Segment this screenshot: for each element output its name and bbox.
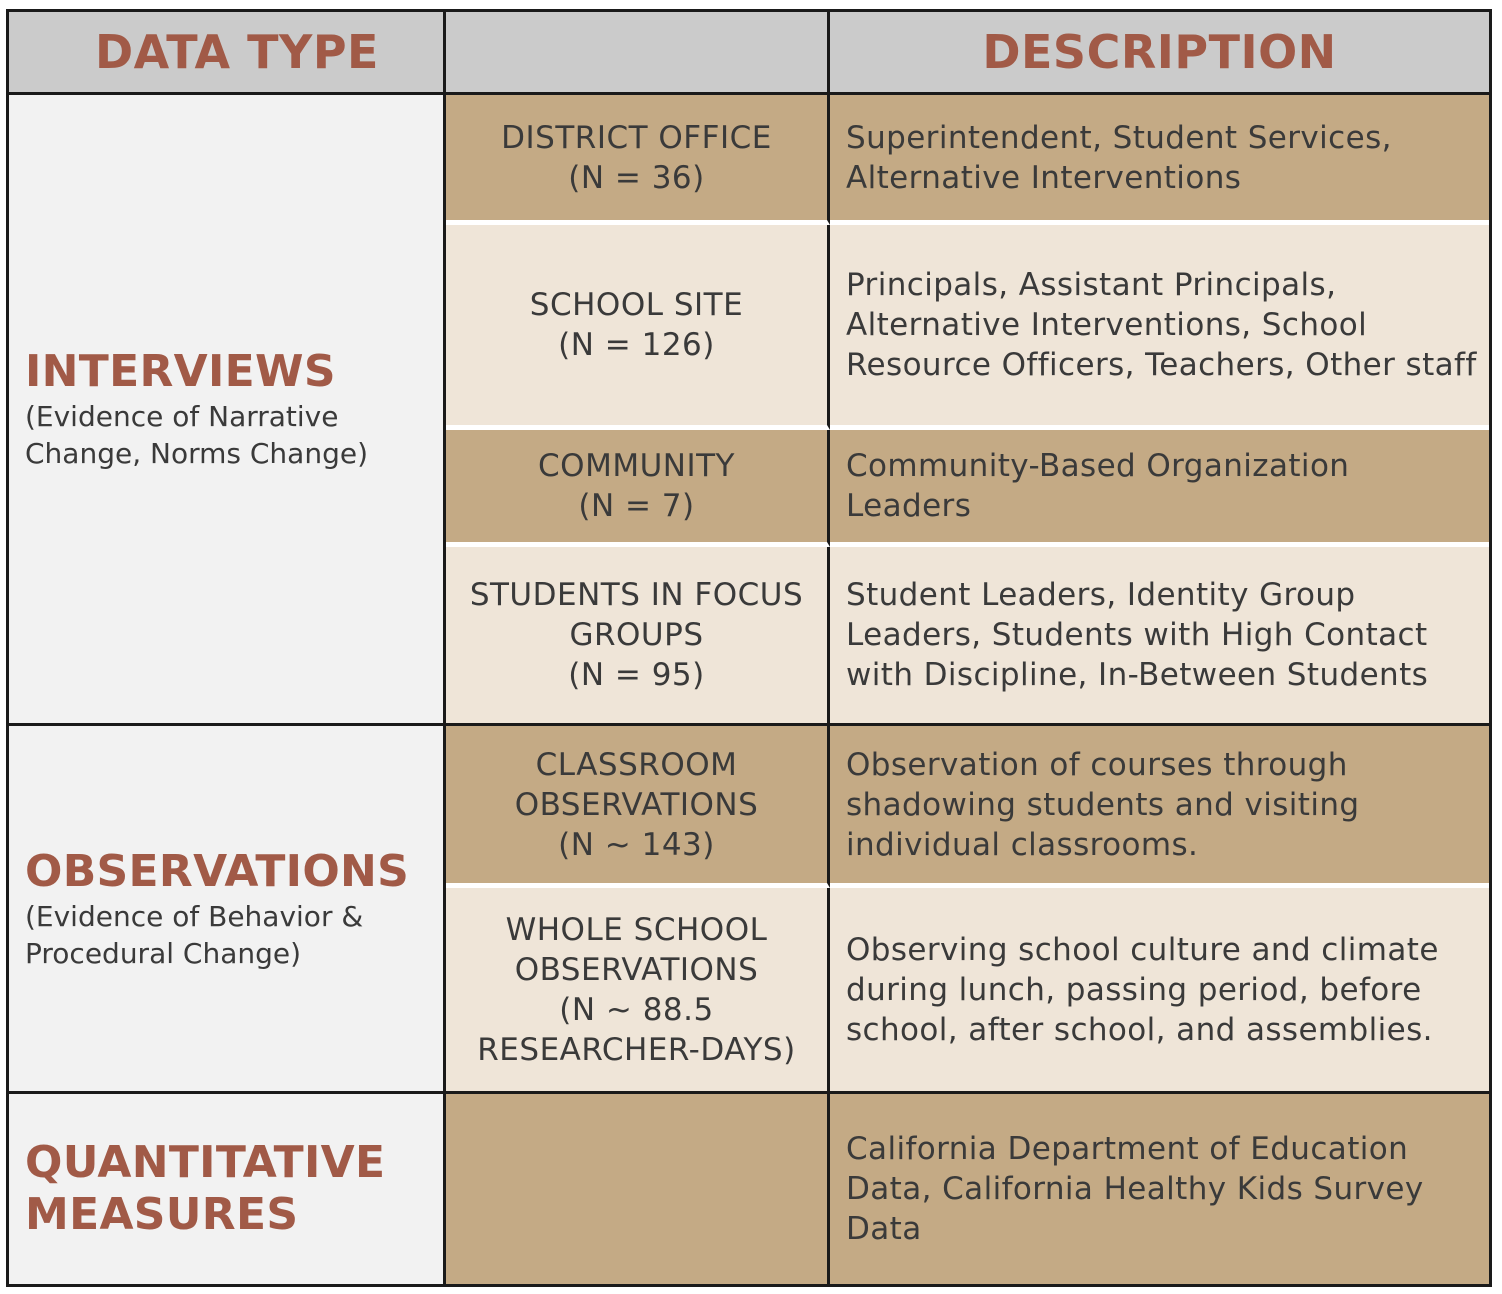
category-count: (N ~ 143) [558,826,715,863]
description-line: Principals, Assistant Principals, [846,267,1337,303]
row-classroom-observations-description [830,726,1489,888]
group-observations-subtitle-1: (Evidence of Behavior & [25,899,364,933]
header-data-type-label: DATA TYPE [95,25,379,79]
group-quantitative [9,1094,446,1284]
header-middle [446,12,830,95]
row-students-description [830,547,1489,726]
category-line: OBSERVATIONS [514,951,759,988]
category-line: OBSERVATIONS [514,786,759,823]
row-school-site-description [830,225,1489,430]
category-line: CLASSROOM [535,746,738,783]
description-line: shadowing students and visiting [846,786,1360,823]
row-quantitative-description [830,1094,1489,1284]
category-line: STUDENTS IN FOCUS [469,577,804,613]
row-community-description [830,430,1489,547]
row-classroom-observations-category [446,726,830,888]
header-description [830,12,1489,95]
header-data-type [9,12,446,95]
description-line: California Department of Education [846,1131,1409,1167]
data-types-table [6,9,1492,1287]
description-line: Community-Based Organization Leaders [846,448,1350,524]
description-line: school, after school, and assemblies. [846,1011,1433,1048]
description-line: Superintendent, Student Services, [846,119,1392,156]
group-interviews-title: INTERVIEWS [25,346,336,397]
description-line: Data, California Healthy Kids Survey [846,1171,1424,1207]
category-line: RESEARCHER-DAYS) [477,1031,796,1068]
header-description-label: DESCRIPTION [982,25,1337,79]
row-quantitative-category [446,1094,830,1284]
category-count: (N = 7) [578,488,695,524]
row-community-category [446,430,830,547]
description-line: during lunch, passing period, before [846,971,1422,1008]
description-line: Alternative Interventions [846,159,1242,196]
category-line: COMMUNITY [538,448,735,484]
group-observations-title: OBSERVATIONS [25,845,410,897]
group-interviews-subtitle-2: Change, Norms Change) [25,437,368,470]
group-interviews [9,95,446,726]
category-line: DISTRICT OFFICE [501,119,772,156]
category-count: (N ~ 88.5 [559,991,714,1028]
description-line: with Discipline, In-Between Students [846,657,1429,693]
row-district-office-description [830,95,1489,225]
row-students-category [446,547,830,726]
group-quantitative-title-1: QUANTITATIVE [25,1137,386,1188]
group-interviews-subtitle-1: (Evidence of Narrative [25,400,339,433]
description-line: Observing school culture and climate [846,931,1439,968]
description-line: Alternative Interventions, School [846,307,1368,343]
group-observations [9,726,446,1094]
row-school-site-category [446,225,830,430]
description-line: Observation of courses through [846,746,1348,783]
row-district-office-category [446,95,830,225]
group-quantitative-title-2: MEASURES [25,1189,299,1240]
category-count: (N = 36) [568,159,705,196]
category-line: SCHOOL SITE [529,287,744,323]
category-line: GROUPS [569,617,704,653]
description-line: Student Leaders, Identity Group [846,577,1356,613]
description-line: Resource Officers, Teachers, Other staff [846,347,1477,383]
description-line: Data [846,1211,922,1247]
category-count: (N = 126) [558,327,715,363]
description-line: individual classrooms. [846,826,1199,863]
row-whole-school-observations-category [446,888,830,1094]
category-count: (N = 95) [568,657,705,693]
row-whole-school-observations-description [830,888,1489,1094]
category-line: WHOLE SCHOOL [505,911,768,948]
group-observations-subtitle-2: Procedural Change) [25,936,302,970]
description-line: Leaders, Students with High Contact [846,617,1428,653]
